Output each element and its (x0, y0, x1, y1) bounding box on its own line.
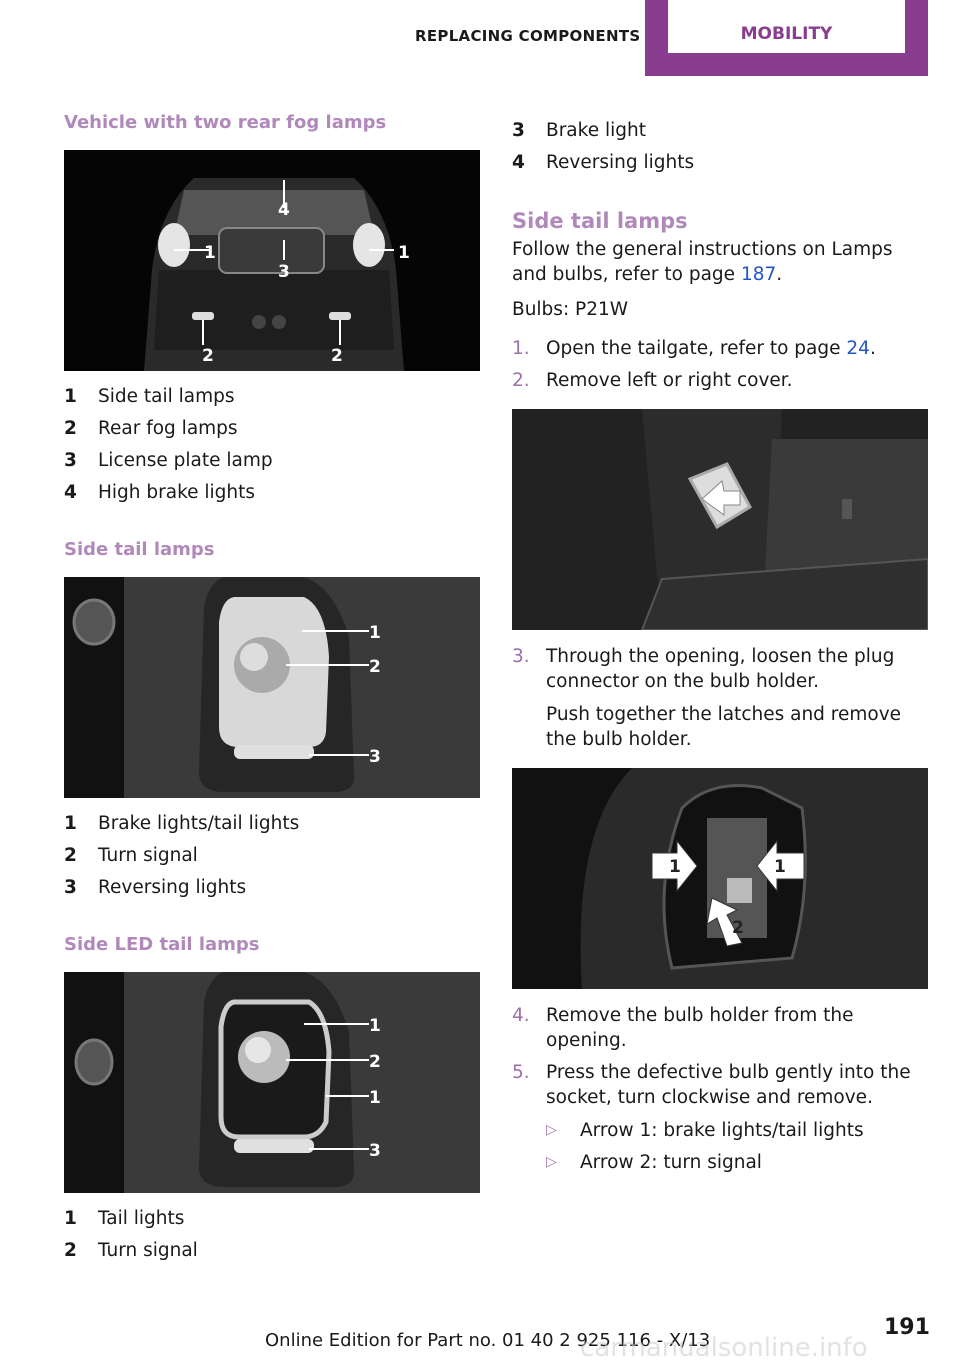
item-number: 3 (64, 450, 77, 471)
footer-edition: Online Edition for Part no. 01 40 2 925 116 - X/13 (265, 1330, 711, 1351)
figure-led-tail-lamp (64, 972, 480, 1193)
item-number: 4 (512, 152, 525, 173)
steps-list-1 (512, 336, 928, 393)
item-number: 2 (64, 845, 77, 866)
bullet-text: Arrow 2: turn signal (580, 1152, 762, 1173)
item-text: Tail lights (98, 1208, 185, 1229)
figure-rear-view (64, 150, 480, 371)
list-item (64, 840, 480, 872)
figure-side-tail-lamp (64, 577, 480, 798)
list-item (64, 872, 480, 904)
step-item (512, 644, 928, 694)
heading-two-fog-lamps: Vehicle with two rear fog lamps (64, 112, 387, 133)
step-item (512, 368, 928, 393)
item-text: Turn signal (98, 845, 198, 866)
fig2-callout-1: 1 (369, 623, 381, 643)
fig3-callout-3: 3 (369, 1141, 381, 1161)
fig1-callout-1a: 1 (204, 243, 216, 263)
step-text (546, 644, 928, 694)
triangle-bullet-icon: ▷ (546, 1154, 557, 1170)
step-text: Remove left or right cover. (546, 370, 793, 391)
heading-side-led-tail-lamps: Side LED tail lamps (64, 934, 260, 955)
paragraph-general-instructions (512, 237, 928, 287)
step-continuation (512, 702, 928, 752)
heading-side-tail-lamps-procedure: Side tail lamps (512, 209, 688, 233)
header-section-title: REPLACING COMPONENTS (415, 27, 641, 45)
step-item (512, 1060, 928, 1110)
bullet-item (546, 1118, 928, 1143)
item-text: Reversing lights (98, 877, 247, 898)
item-number: 2 (64, 418, 77, 439)
text: . (869, 338, 876, 359)
figure-trunk-cover (512, 409, 928, 630)
fig3-callout-1a: 1 (369, 1016, 381, 1036)
legend-side-tail-lamps (64, 808, 480, 904)
item-text: Rear fog lamps (98, 418, 238, 439)
steps-list-3 (512, 1003, 928, 1110)
item-text: Brake light (546, 120, 646, 141)
step-text: Push together the latches and remove the bulb holder. (546, 704, 902, 750)
item-number: 1 (64, 386, 77, 407)
list-item (64, 1235, 480, 1267)
list-item (64, 413, 480, 445)
page-number: 191 (884, 1315, 930, 1340)
right-column (512, 115, 928, 1175)
item-text: Turn signal (98, 1240, 198, 1261)
fig1-callout-4: 4 (278, 200, 290, 220)
header-tab (645, 0, 928, 76)
step-number: 4. (512, 1005, 530, 1026)
legend-continued (512, 115, 928, 179)
watermark: carmanualsonline.info (580, 1333, 868, 1363)
fig3-callout-1b: 1 (369, 1088, 381, 1108)
bullet-item (546, 1150, 928, 1175)
fig3-callout-2: 2 (369, 1052, 381, 1072)
step-text (546, 336, 928, 361)
list-item (512, 115, 928, 147)
fig5-callout-1a: 1 (669, 857, 681, 877)
item-number: 4 (64, 482, 77, 503)
item-number: 3 (512, 120, 525, 141)
step-item (512, 1003, 928, 1053)
list-item (512, 147, 928, 179)
fig1-callout-2b: 2 (331, 346, 343, 366)
fig2-callout-3: 3 (369, 747, 381, 767)
bullet-list (512, 1118, 928, 1175)
fig1-callout-3: 3 (278, 262, 290, 282)
list-item (64, 477, 480, 509)
paragraph-bulbs: Bulbs: P21W (512, 299, 629, 320)
text: Open the tailgate, refer to page (546, 338, 847, 359)
step-item (512, 336, 928, 361)
legend-led-tail-lamps (64, 1203, 480, 1267)
step-text: Remove the bulb holder from the opening. (546, 1005, 854, 1051)
header-tab-label: MOBILITY (740, 24, 833, 44)
list-item (64, 381, 480, 413)
list-item (64, 445, 480, 477)
step-spacer (512, 702, 546, 752)
text: Through the opening, loosen the plug connector on the bulb holder. (546, 646, 895, 692)
left-column (64, 112, 480, 1267)
legend-fog-lamps (64, 381, 480, 509)
fig5-callout-1b: 1 (774, 857, 786, 877)
text: Follow the general instructions on Lamps and bulbs, refer to page (512, 239, 893, 285)
item-text: High brake lights (98, 482, 256, 503)
list-item (64, 808, 480, 840)
item-number: 3 (64, 877, 77, 898)
text: . (776, 264, 783, 285)
step-number: 1. (512, 338, 530, 359)
triangle-bullet-icon: ▷ (546, 1122, 557, 1138)
step-number: 5. (512, 1062, 530, 1083)
item-text: Brake lights/tail lights (98, 813, 300, 834)
step-text: Press the defective bulb gently into the socket, turn clockwise and remove. (546, 1062, 911, 1108)
fig1-callout-2a: 2 (202, 346, 214, 366)
fig1-callout-1b: 1 (398, 243, 410, 263)
steps-list-2 (512, 644, 928, 752)
item-text: Reversing lights (546, 152, 695, 173)
page-link-24[interactable]: 24 (846, 338, 870, 359)
page-link-187[interactable]: 187 (740, 264, 777, 285)
step-number: 2. (512, 370, 530, 391)
figure-bulb-holder (512, 768, 928, 989)
fig2-callout-2: 2 (369, 657, 381, 677)
item-number: 1 (64, 813, 77, 834)
item-number: 2 (64, 1240, 77, 1261)
list-item (64, 1203, 480, 1235)
fig5-callout-2: 2 (732, 918, 744, 938)
step-number: 3. (512, 646, 530, 667)
bullet-text: Arrow 1: brake lights/tail lights (580, 1120, 864, 1141)
item-text: Side tail lamps (98, 386, 235, 407)
heading-side-tail-lamps: Side tail lamps (64, 539, 215, 560)
item-number: 1 (64, 1208, 77, 1229)
item-text: License plate lamp (98, 450, 273, 471)
